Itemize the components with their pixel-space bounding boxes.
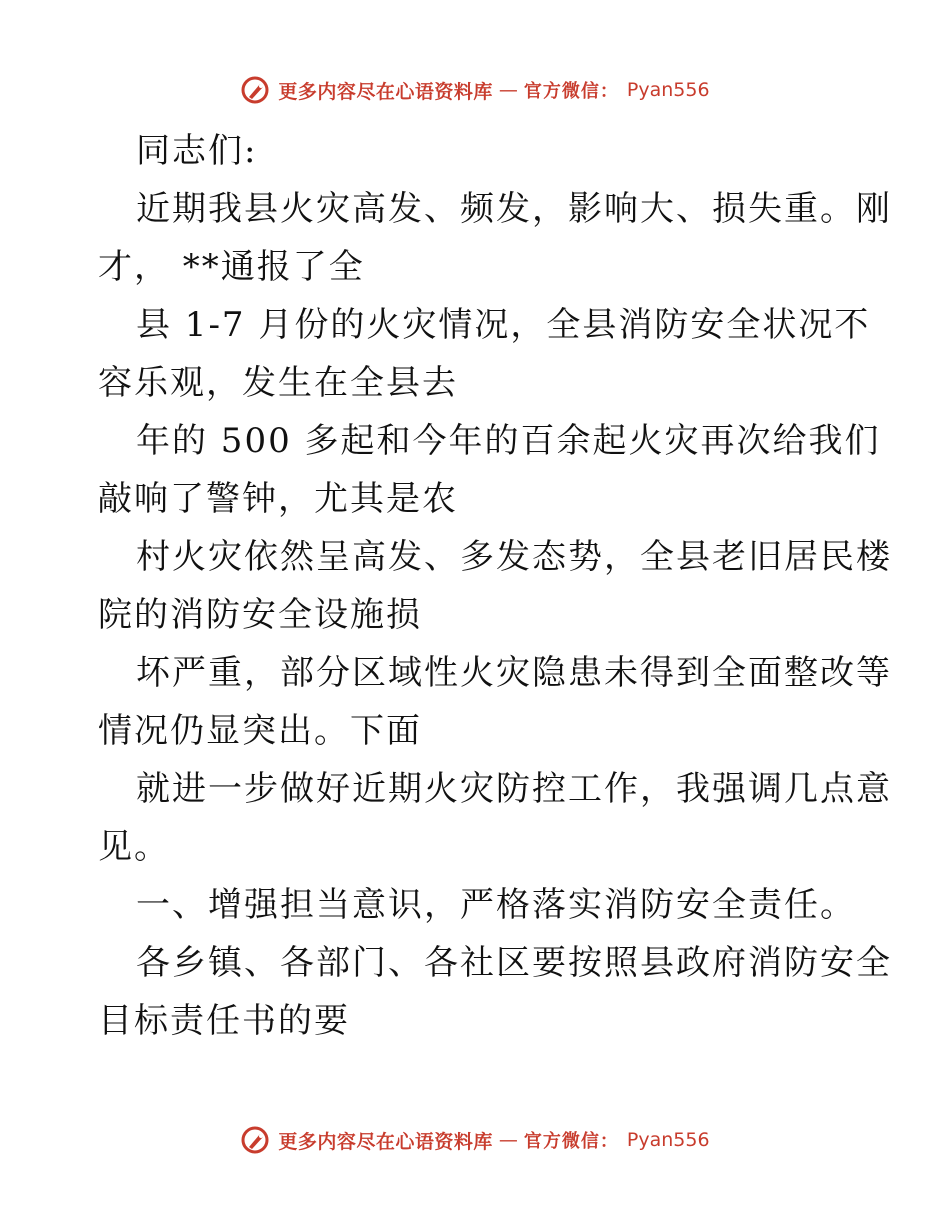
banner-wechat-label: 官方微信： bbox=[523, 81, 619, 102]
body-line: 情况仍显突出。下面 bbox=[98, 711, 422, 751]
pen-nib-logo-icon bbox=[240, 1125, 270, 1155]
body-line: 才， **通报了全 bbox=[98, 247, 365, 287]
document-body bbox=[98, 122, 892, 1050]
body-line: 见。 bbox=[98, 827, 170, 867]
body-line: 敲响了警钟，尤其是农 bbox=[98, 479, 458, 519]
body-line: 目标责任书的要 bbox=[98, 1001, 350, 1041]
body-line: 年的 500 多起和今年的百余起火灾再次给我们 bbox=[136, 421, 881, 461]
body-line: 容乐观，发生在全县去 bbox=[98, 363, 458, 403]
banner-wechat-label: 官方微信： bbox=[523, 1131, 619, 1152]
banner-main-text: 更多内容尽在心语资料库 bbox=[278, 1130, 493, 1153]
body-line: 就进一步做好近期火灾防控工作，我强调几点意 bbox=[136, 769, 892, 809]
banner-wechat-id: Pyan556 bbox=[626, 79, 710, 101]
body-line: 各乡镇、各部门、各社区要按照县政府消防安全 bbox=[136, 943, 892, 983]
section-heading: 一、增强担当意识，严格落实消防安全责任。 bbox=[136, 885, 856, 925]
body-line: 村火灾依然呈高发、多发态势，全县老旧居民楼 bbox=[136, 537, 892, 577]
salutation-line: 同志们: bbox=[136, 131, 258, 171]
body-line: 坏严重，部分区域性火灾隐患未得到全面整改等 bbox=[136, 653, 892, 693]
banner-dash: — bbox=[498, 1129, 518, 1151]
footer-banner bbox=[0, 1120, 950, 1160]
pen-nib-logo-icon bbox=[240, 75, 270, 105]
banner-main-text: 更多内容尽在心语资料库 bbox=[278, 80, 493, 103]
body-line: 近期我县火灾高发、频发，影响大、损失重。刚 bbox=[136, 189, 892, 229]
banner-wechat-id: Pyan556 bbox=[626, 1129, 710, 1151]
banner-dash: — bbox=[498, 79, 518, 101]
header-banner bbox=[0, 70, 950, 110]
body-line: 院的消防安全设施损 bbox=[98, 595, 422, 635]
body-line: 县 1-7 月份的火灾情况，全县消防安全状况不 bbox=[136, 305, 871, 345]
